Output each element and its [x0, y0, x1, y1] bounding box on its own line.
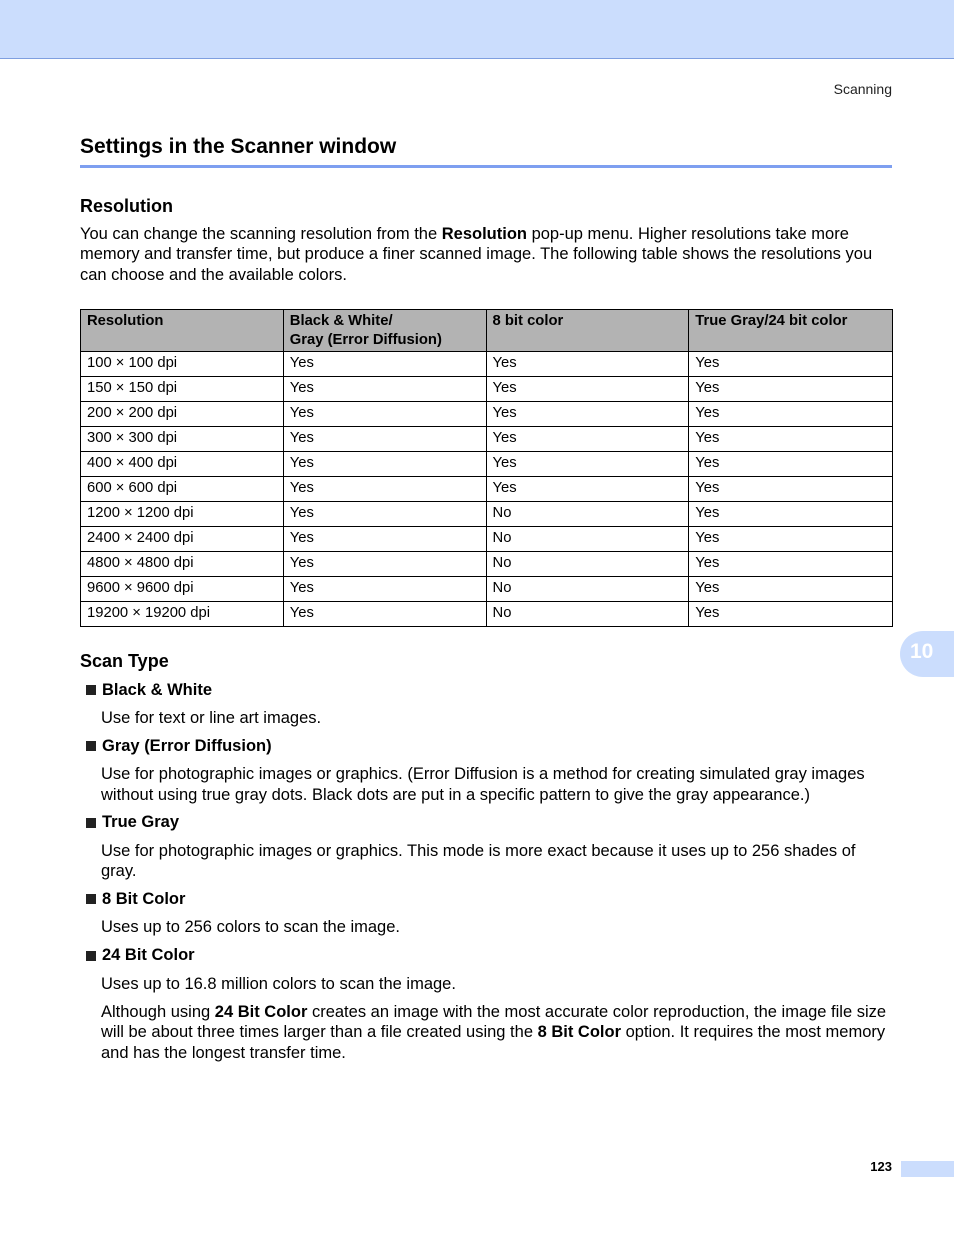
scan-type-description: Use for text or line art images. [101, 709, 322, 727]
table-row [81, 402, 893, 427]
table-cell: 2400 × 2400 dpi [81, 527, 284, 552]
resolution-intro [80, 224, 892, 285]
header-resolution: Resolution [81, 310, 284, 352]
scan-type-description: Use for photographic images or graphics. This mode is more exact because it uses up to 256 shades of gray. [101, 841, 856, 881]
table-cell: Yes [689, 502, 893, 527]
table-cell: 4800 × 4800 dpi [81, 552, 284, 577]
table-cell: Yes [486, 477, 689, 502]
scan-type-item [80, 813, 892, 833]
table-cell: Yes [689, 602, 893, 627]
scan-type-name: Black & White [102, 680, 213, 699]
table-row [81, 352, 893, 377]
note-bold: 8 Bit Color [537, 1023, 622, 1042]
intro-text-2: pop-up menu. Higher resolutions take more memory and transfer time, but produce a finer scanned image. The following table shows the resolutions you can choose and the available colors. [80, 225, 873, 284]
table-row [81, 477, 893, 502]
top-band [0, 0, 954, 59]
note-text: Although using [101, 1003, 215, 1022]
running-head: Scanning [833, 81, 892, 97]
table-header-row [81, 310, 893, 352]
table-cell: 300 × 300 dpi [81, 427, 284, 452]
table-cell: Yes [689, 452, 893, 477]
table-cell: 1200 × 1200 dpi [81, 502, 284, 527]
table-row [81, 377, 893, 402]
square-bullet-icon [86, 818, 96, 828]
scan-type-heading: Scan Type [80, 651, 169, 671]
table-cell: 200 × 200 dpi [81, 402, 284, 427]
scan-type-note [101, 1002, 892, 1063]
table-cell: No [486, 527, 689, 552]
table-row [81, 502, 893, 527]
chapter-number: 10 [910, 640, 934, 663]
table-cell: 19200 × 19200 dpi [81, 602, 284, 627]
table-cell: Yes [689, 352, 893, 377]
table-cell: No [486, 502, 689, 527]
table-cell: No [486, 577, 689, 602]
table-cell: No [486, 552, 689, 577]
table-row [81, 527, 893, 552]
table-cell: Yes [486, 452, 689, 477]
table-cell: Yes [283, 577, 486, 602]
table-cell: 150 × 150 dpi [81, 377, 284, 402]
table-cell: Yes [283, 452, 486, 477]
table-cell: Yes [689, 427, 893, 452]
scan-type-list [80, 680, 892, 1071]
footer-bar [901, 1161, 954, 1177]
table-cell: Yes [283, 427, 486, 452]
table-row [81, 602, 893, 627]
table-cell: Yes [486, 402, 689, 427]
square-bullet-icon [86, 685, 96, 695]
scan-type-description: Uses up to 16.8 million colors to scan the image. [101, 974, 456, 993]
table-cell: 100 × 100 dpi [81, 352, 284, 377]
table-cell: Yes [283, 502, 486, 527]
header-truegray-24bit: True Gray/24 bit color [689, 310, 893, 352]
table-cell: Yes [283, 402, 486, 427]
table-cell: Yes [689, 577, 893, 602]
scan-type-item [80, 680, 892, 700]
scan-type-item [80, 889, 892, 909]
table-cell: Yes [283, 552, 486, 577]
table-cell: Yes [689, 477, 893, 502]
scan-type-name: 8 Bit Color [102, 889, 186, 908]
table-cell: Yes [283, 377, 486, 402]
note-text: creates an image with the most accurate color reproduction, the image file size will be about three times larger than a file created using the [101, 1003, 887, 1042]
square-bullet-icon [86, 741, 96, 751]
table-cell: Yes [486, 427, 689, 452]
table-row [81, 452, 893, 477]
table-cell: Yes [486, 377, 689, 402]
note-text: option. It requires the most memory and has the longest transfer time. [101, 1023, 886, 1062]
square-bullet-icon [86, 894, 96, 904]
table-body [81, 352, 893, 627]
table-cell: 9600 × 9600 dpi [81, 577, 284, 602]
scan-type-description: Uses up to 256 colors to scan the image. [101, 918, 400, 937]
scan-type-name: 24 Bit Color [102, 946, 195, 965]
table-cell: Yes [486, 352, 689, 377]
table-row [81, 427, 893, 452]
scan-type-item [80, 946, 892, 966]
table-cell: Yes [283, 352, 486, 377]
table-cell: Yes [283, 477, 486, 502]
intro-bold: Resolution [441, 225, 527, 243]
table-row [81, 577, 893, 602]
chapter-tab [900, 631, 954, 677]
page-number: 123 [870, 1159, 892, 1174]
scan-type-name: True Gray [102, 813, 180, 832]
table-cell: No [486, 602, 689, 627]
resolution-table [80, 309, 893, 627]
table-cell: Yes [689, 527, 893, 552]
scan-type-description: Use for photographic images or graphics. (Error Diffusion is a method for creating simulated gray images without using true gray dots. Black dots are put in a specific pattern to give the gray appearance.) [101, 765, 865, 804]
table-cell: 400 × 400 dpi [81, 452, 284, 477]
table-cell: Yes [689, 377, 893, 402]
header-bw-gray: Black & White/ Gray (Error Diffusion) [283, 310, 486, 352]
table-cell: Yes [689, 402, 893, 427]
note-bold: 24 Bit Color [214, 1003, 308, 1022]
table-cell: Yes [283, 602, 486, 627]
table-row [81, 552, 893, 577]
square-bullet-icon [86, 951, 96, 961]
scan-type-name: Gray (Error Diffusion) [102, 736, 272, 755]
table-cell: Yes [689, 552, 893, 577]
page-title: Settings in the Scanner window [80, 135, 892, 168]
intro-text-1: You can change the scanning resolution from the [80, 225, 442, 243]
table-cell: 600 × 600 dpi [81, 477, 284, 502]
header-8bit: 8 bit color [486, 310, 689, 352]
scan-type-item [80, 736, 892, 756]
resolution-heading: Resolution [80, 196, 173, 216]
table-cell: Yes [283, 527, 486, 552]
